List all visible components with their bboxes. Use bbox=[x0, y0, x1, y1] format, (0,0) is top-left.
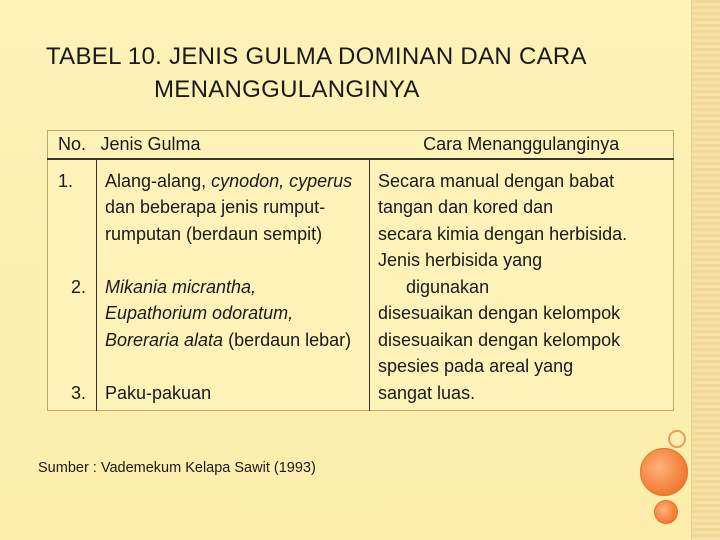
row-1-text-b: cynodon, bbox=[211, 170, 285, 191]
table-body-row bbox=[48, 159, 674, 411]
row-3-no: 3. bbox=[70, 382, 86, 403]
cara-line-3: secara kimia dengan herbisida. bbox=[378, 223, 628, 244]
body-gap bbox=[355, 159, 370, 411]
cara-line-6: disesuaikan dengan kelompok bbox=[378, 303, 621, 323]
decorative-circle-large bbox=[640, 448, 688, 496]
decorative-circle-small bbox=[654, 500, 678, 524]
row-2-note: (berdaun lebar) bbox=[223, 329, 352, 350]
cara-line-7: disesuaikan dengan kelompok bbox=[378, 329, 621, 350]
header-no-cell bbox=[48, 131, 97, 159]
table-header-row bbox=[48, 131, 674, 159]
row-2-no: 2. bbox=[70, 276, 86, 297]
header-jenis: Jenis Gulma bbox=[100, 134, 201, 154]
cara-line-2: tangan dan kored dan bbox=[378, 197, 554, 217]
row-1-no: 1. bbox=[58, 170, 74, 191]
decorative-ring bbox=[668, 430, 686, 448]
header-no: No. bbox=[58, 134, 87, 154]
row-2-species: Mikania micrantha, Eupathorium odoratum, Boreraria alata bbox=[105, 276, 294, 350]
title-line-1: TABEL 10. JENIS GULMA DOMINAN DAN CARA bbox=[46, 43, 587, 70]
row-1-jenis bbox=[97, 168, 355, 274]
slide-title bbox=[46, 40, 696, 106]
no-column bbox=[48, 159, 97, 411]
cara-line-8: spesies pada areal yang bbox=[378, 356, 574, 376]
cara-line-1: Secara manual dengan babat bbox=[378, 170, 615, 191]
row-1-text-e: dan beberapa jenis rumput-rumputan (berdaun sempit) bbox=[105, 197, 326, 244]
title-line-2: MENANGGULANGINYA bbox=[154, 76, 420, 103]
source-citation: Sumber : Vademekum Kelapa Sawit (1993) bbox=[38, 460, 316, 476]
row-3-jenis bbox=[97, 380, 355, 407]
header-cara: Cara Menanggulanginya bbox=[423, 134, 620, 154]
cara-line-9: sangat luas. bbox=[378, 382, 476, 403]
cara-line-5: digunakan bbox=[406, 276, 490, 297]
row-1-text-d: cyperus bbox=[289, 170, 353, 191]
row-1-text-a: Alang-alang, bbox=[105, 170, 212, 191]
cara-column bbox=[370, 159, 674, 411]
cara-line-4: Jenis herbisida yang bbox=[378, 250, 543, 270]
row-2-jenis bbox=[97, 274, 355, 380]
header-cara-cell bbox=[370, 131, 674, 159]
weed-table bbox=[47, 130, 674, 411]
header-jenis-cell bbox=[97, 131, 356, 159]
row-3-text: Paku-pakuan bbox=[105, 382, 212, 403]
header-gap bbox=[355, 131, 370, 159]
jenis-column bbox=[97, 159, 356, 411]
